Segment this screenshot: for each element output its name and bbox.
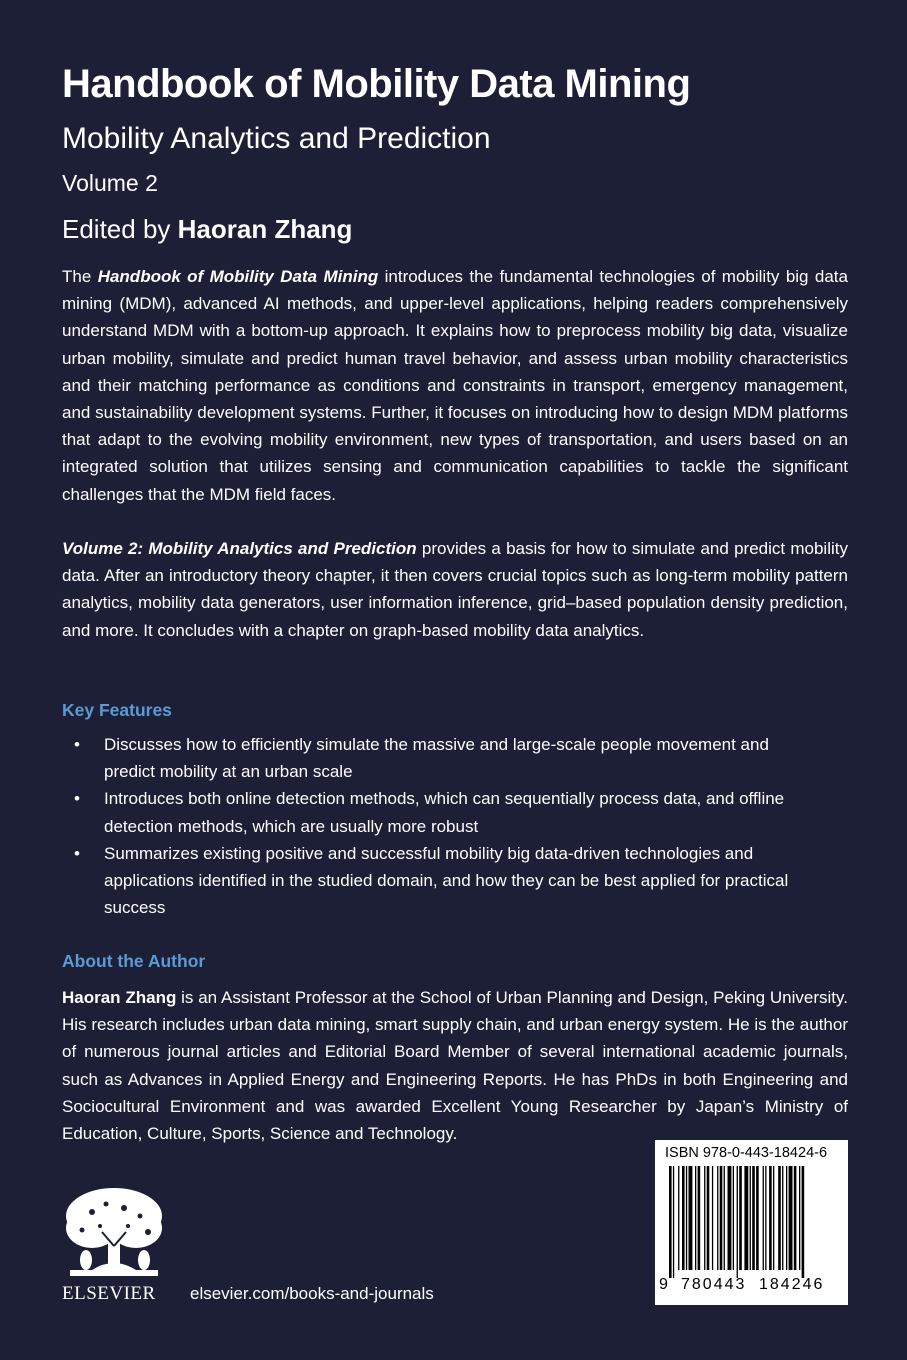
barcode-bar xyxy=(686,1166,687,1270)
barcode-bar xyxy=(717,1166,718,1270)
publisher-name: ELSEVIER xyxy=(62,1283,156,1304)
barcode-bar xyxy=(737,1166,738,1278)
barcode-bar xyxy=(778,1166,781,1270)
barcode-bar xyxy=(794,1166,797,1270)
volume-label: Volume 2 xyxy=(62,170,158,196)
barcode-bar xyxy=(750,1166,751,1270)
barcode-bar xyxy=(695,1166,696,1270)
about-author-paragraph xyxy=(62,984,848,1147)
barcode-bar xyxy=(802,1166,805,1278)
list-item: • Discusses how to efficiently simulate the massive and large-scale people movement and predict mobility at an urban scale xyxy=(62,731,822,785)
barcode-digit-first: 9 xyxy=(659,1276,668,1293)
isbn-barcode xyxy=(655,1140,848,1305)
barcode-bar xyxy=(689,1166,693,1270)
barcode-bar xyxy=(765,1166,766,1270)
barcode-bar xyxy=(733,1166,734,1270)
barcode-bar xyxy=(744,1166,748,1270)
barcode-bar xyxy=(769,1166,772,1270)
author-name: Haoran Zhang xyxy=(62,988,177,1007)
book-title: Handbook of Mobility Data Mining xyxy=(62,62,691,106)
barcode-bar xyxy=(756,1166,759,1270)
key-features-heading: Key Features xyxy=(62,700,172,720)
barcode-digits-left: 780443 xyxy=(681,1276,747,1293)
editor-name: Haoran Zhang xyxy=(177,214,353,244)
volume-title: Volume 2: Mobility Analytics and Prediction xyxy=(62,539,417,558)
description-lead: The xyxy=(62,267,92,286)
list-item: • Introduces both online detection methods, which can sequentially process data, and offline detection methods, which are usually more robust xyxy=(62,785,822,839)
barcode-bar xyxy=(720,1166,723,1270)
barcode-digits-right: 184246 xyxy=(759,1276,825,1293)
barcode-bar xyxy=(786,1166,787,1270)
barcode-bar xyxy=(728,1166,732,1270)
description-paragraph xyxy=(62,263,848,508)
volume-paragraph xyxy=(62,535,848,644)
book-subtitle: Mobility Analytics and Prediction xyxy=(62,122,491,155)
editor-prefix: Edited by xyxy=(62,214,171,244)
volume-text: provides a basis for how to simulate and predict mobility data. After an introductory theory chapter, it then covers crucial topics such as long-term mobility pattern analytics, mobility data generators, user information inference, grid–based population density prediction, and more. It concludes with a chapter on graph-based mobility data analytics. xyxy=(62,539,848,640)
barcode-bar xyxy=(752,1166,755,1270)
publisher-url[interactable]: elsevier.com/books-and-journals xyxy=(190,1284,434,1303)
barcode-bar xyxy=(678,1166,679,1270)
barcode-bar xyxy=(782,1166,783,1270)
description-text: introduces the fundamental technologies of mobility big data mining (MDM), advanced AI methods, and upper-level applications, helping readers comprehensively understand MDM with a bottom-up approach. It explains how to preprocess mobility big data, visualize urban mobility, simulate and predict human travel behavior, and assess urban mobility characteristics and their matching performance as conditions and constraints in transport, emergency management, and sustainability development systems. Further, it focuses on introducing how to design MDM platforms that adapt to the evolving mobility environment, new types of transportation, and users based on an integrated solution that utilizes sensing and communication capabilities to tackle the significant challenges that the MDM field faces. xyxy=(62,267,848,504)
barcode-bar xyxy=(739,1166,742,1270)
description-book-title: Handbook of Mobility Data Mining xyxy=(97,267,379,286)
barcode-bar xyxy=(724,1166,725,1270)
barcode-bar xyxy=(673,1166,674,1278)
barcode-bar xyxy=(789,1166,793,1270)
isbn-label: ISBN 978-0-443-18424-6 xyxy=(665,1145,828,1161)
barcode-bar xyxy=(669,1166,672,1278)
barcode-bar xyxy=(707,1166,710,1270)
about-author-heading: About the Author xyxy=(62,951,206,971)
key-features-list xyxy=(62,731,822,921)
barcode-bar xyxy=(763,1166,764,1270)
list-item: • Summarizes existing positive and successful mobility big data-driven technologies and applications identified in the studied domain, and how they can be best applied for practical success xyxy=(62,840,822,922)
barcode-bar xyxy=(773,1166,774,1270)
barcode-bars xyxy=(663,1166,841,1278)
barcode-bar xyxy=(712,1166,713,1270)
editor-line xyxy=(62,214,352,245)
barcode-bar xyxy=(704,1166,705,1270)
barcode-bar xyxy=(799,1166,800,1270)
barcode-bar xyxy=(698,1166,701,1270)
about-author-text: is an Assistant Professor at the School of Urban Planning and Design, Peking University. His research includes urban data mining, smart supply chain, and urban energy system. He is the author of numerous journal articles and Editorial Board Member of several international academic journals, such as Advances in Applied Energy and Engineering Reports. He has PhDs in both Engineering and Sociocultural Environment and was awarded Excellent Young Researcher by Japan’s Ministry of Education, Culture, Sports, Science and Technology. xyxy=(62,988,848,1144)
barcode-bar xyxy=(682,1166,685,1270)
